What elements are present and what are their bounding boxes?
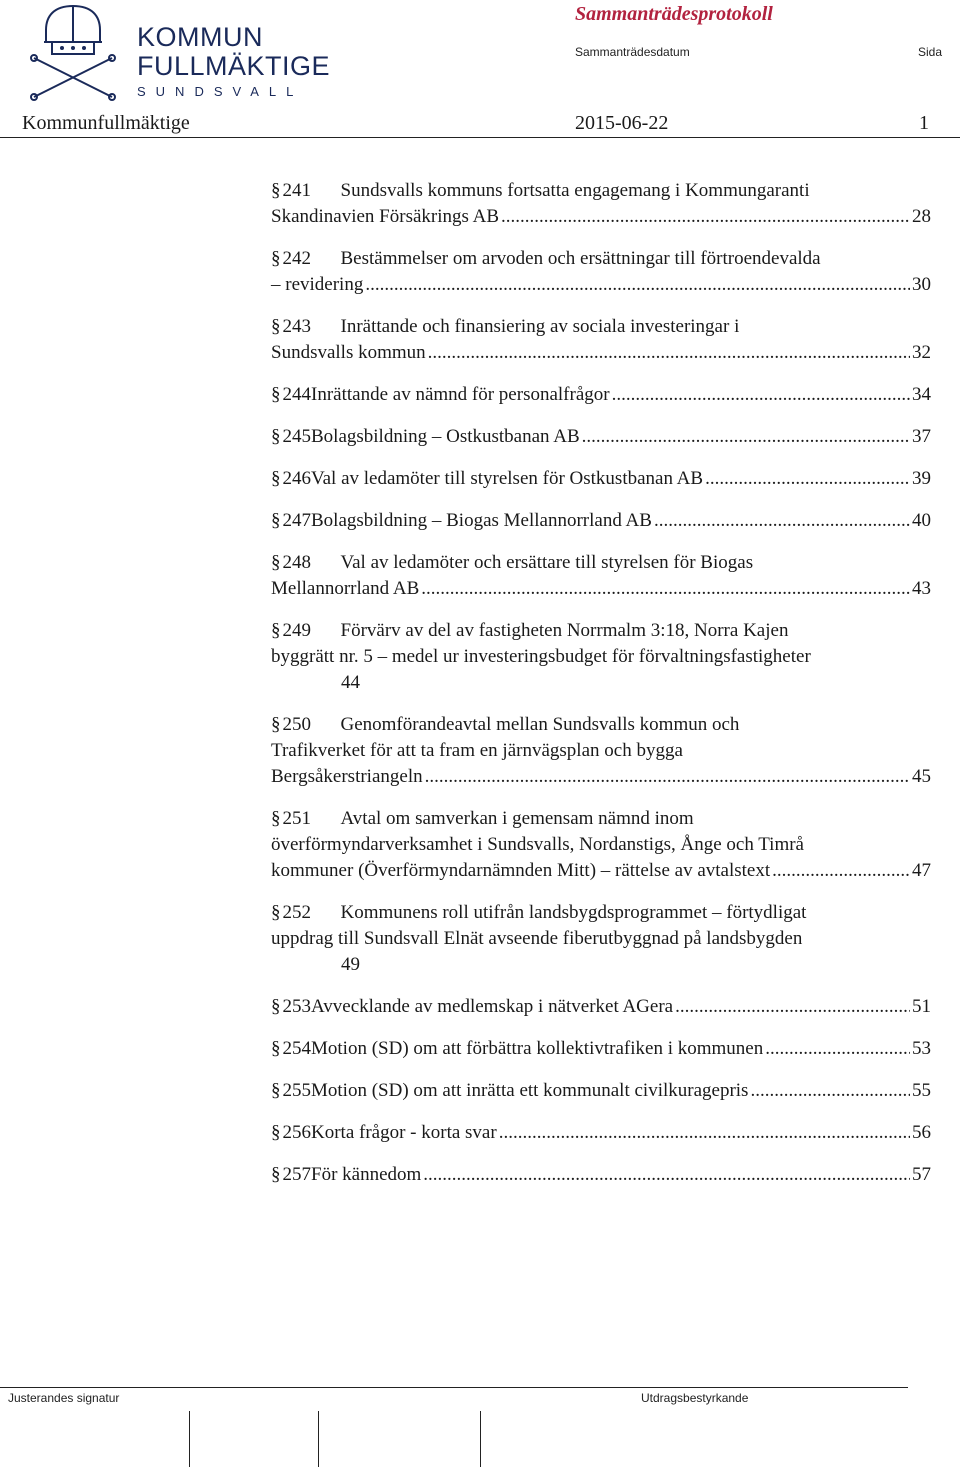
toc-entry xyxy=(271,806,931,884)
toc-leader-dots xyxy=(421,576,910,602)
toc-entry-title: Korta frågor - korta svar xyxy=(311,1122,497,1143)
toc-entry xyxy=(271,178,931,230)
toc-leader-dots xyxy=(499,1120,910,1146)
toc-leader-dots xyxy=(765,1036,910,1062)
toc-entry-title-continued: uppdrag till Sundsvall Elnät avseende fiberutbyggnad på landsbygden xyxy=(271,928,803,949)
toc-entry-line xyxy=(271,314,931,340)
toc-entry-title: Motion (SD) om att inrätta ett kommunalt civilkuragepris xyxy=(311,1080,749,1101)
toc-entry-title: Bolagsbildning – Biogas Mellannorrland AB xyxy=(311,510,652,531)
paragraph-sign: § xyxy=(271,1080,281,1101)
date-label-prefix: Sammanträdes xyxy=(575,45,657,59)
toc-entry xyxy=(271,424,931,450)
date-label xyxy=(575,45,690,59)
toc-entry-page: 51 xyxy=(912,996,931,1017)
toc-entry-title-continued: byggrätt nr. 5 – medel ur investeringsbudget för förvaltningsfastigheter xyxy=(271,646,811,667)
paragraph-sign: § xyxy=(271,248,281,269)
toc-entry-number: 246 xyxy=(282,468,311,489)
toc-entry-number: 248 xyxy=(282,552,311,573)
toc-entry-line xyxy=(271,764,931,790)
toc-entry-number: 249 xyxy=(282,620,311,641)
toc-entry-title: Val av ledamöter och ersättare till styrelsen för Biogas xyxy=(340,552,754,573)
body-name: Kommunfullmäktige xyxy=(22,112,190,134)
toc-entry xyxy=(271,900,931,978)
toc-entry-number: 245 xyxy=(282,426,311,447)
toc-entry xyxy=(271,712,931,790)
header-divider xyxy=(0,137,960,138)
paragraph-sign: § xyxy=(271,620,281,641)
paragraph-sign: § xyxy=(271,510,281,531)
toc-leader-dots xyxy=(423,1162,910,1188)
toc-entry-line xyxy=(271,1120,931,1146)
toc-entry-number: 244 xyxy=(282,384,311,405)
toc-entry-number: 242 xyxy=(282,248,311,269)
paragraph-sign: § xyxy=(271,426,281,447)
toc-entry-page: 57 xyxy=(912,1164,931,1185)
toc-entry-line xyxy=(271,1078,931,1104)
toc-entry-line xyxy=(271,1036,931,1062)
toc-entry-page: 40 xyxy=(912,510,931,531)
paragraph-sign: § xyxy=(271,902,281,923)
toc-entry-title-continued: – revidering xyxy=(271,274,364,295)
toc-entry-page: 45 xyxy=(912,766,931,787)
paragraph-sign: § xyxy=(271,180,281,201)
toc-entry-title: Motion (SD) om att förbättra kollektivtrafiken i kommunen xyxy=(311,1038,764,1059)
toc-entry-page: 47 xyxy=(912,860,931,881)
toc-entry-number: 247 xyxy=(282,510,311,531)
date-label-suffix: datum xyxy=(656,45,690,59)
paragraph-sign: § xyxy=(271,1038,281,1059)
toc-entry-page: 53 xyxy=(912,1038,931,1059)
toc-entry-line xyxy=(271,508,931,534)
toc-entry-title: Förvärv av del av fastigheten Norrmalm 3:18, Norra Kajen xyxy=(340,620,789,641)
toc-entry-number: 251 xyxy=(282,808,311,829)
toc-entry-number: 243 xyxy=(282,316,311,337)
toc-entry-line xyxy=(271,382,931,408)
footer-divider xyxy=(0,1387,908,1388)
toc-entry xyxy=(271,1078,931,1104)
paragraph-sign: § xyxy=(271,1122,281,1143)
logo-line-fullmaktige: FULLMÄKTIGE xyxy=(137,51,331,81)
paragraph-sign: § xyxy=(271,552,281,573)
toc-entry-title-continued: Bergsåkerstriangeln xyxy=(271,766,423,787)
toc-entry-title: Sundsvalls kommuns fortsatta engagemang i Kommungaranti xyxy=(340,180,810,201)
toc-leader-dots xyxy=(425,764,910,790)
toc-entry-title-continued: kommuner (Överförmyndarnämnden Mitt) – rättelse av avtalstext xyxy=(271,860,771,881)
toc-entry-number: 253 xyxy=(282,996,311,1017)
toc-entry xyxy=(271,508,931,534)
toc-entry-title: Avvecklande av medlemskap i nätverket AGera xyxy=(311,996,674,1017)
toc-entry-line xyxy=(271,466,931,492)
toc-entry-number: 241 xyxy=(282,180,311,201)
toc-entry xyxy=(271,1036,931,1062)
toc-entry-title: Inrättande och finansiering av sociala investeringar i xyxy=(340,316,740,337)
toc-entry-page: 30 xyxy=(912,274,931,295)
page-number: 1 xyxy=(919,112,929,134)
toc-entry-line xyxy=(271,576,931,602)
toc-entry-page: 34 xyxy=(912,384,931,405)
toc-entry xyxy=(271,314,931,366)
toc-entry-title-continued: Trafikverket för att ta fram en järnvägsplan och bygga xyxy=(271,740,683,761)
toc-entry-line xyxy=(271,858,931,884)
meeting-date: 2015-06-22 xyxy=(575,112,669,134)
toc-leader-dots xyxy=(675,994,910,1020)
toc-entry-line xyxy=(271,806,931,832)
toc-entry-line xyxy=(271,618,931,644)
toc-entry xyxy=(271,382,931,408)
toc-entry-number: 254 xyxy=(282,1038,311,1059)
logo-line-sundsvall: SUNDSVALL xyxy=(137,84,304,99)
toc-entry-title: Kommunens roll utifrån landsbygdsprogrammet – förtydligat xyxy=(340,902,807,923)
toc-entry-title: Val av ledamöter till styrelsen för Ostkustbanan AB xyxy=(311,468,704,489)
municipal-crest-icon xyxy=(24,2,122,102)
toc-entry-number: 252 xyxy=(282,902,311,923)
toc-entry-line xyxy=(271,424,931,450)
toc-entry-title-continued: överförmyndarverksamhet i Sundsvalls, Nordanstigs, Ånge och Timrå xyxy=(271,834,804,855)
paragraph-sign: § xyxy=(271,316,281,337)
toc-leader-dots xyxy=(772,858,910,884)
toc-entry-line xyxy=(271,246,931,272)
extract-certification-label: Utdragsbestyrkande xyxy=(641,1391,749,1405)
toc-entry xyxy=(271,550,931,602)
paragraph-sign: § xyxy=(271,808,281,829)
paragraph-sign: § xyxy=(271,384,281,405)
toc-entry-line xyxy=(271,272,931,298)
toc-leader-dots xyxy=(428,340,910,366)
toc-entry-line xyxy=(271,994,931,1020)
signature-box-divider xyxy=(189,1411,190,1467)
toc-entry-number: 257 xyxy=(282,1164,311,1185)
toc-entry-title: För kännedom xyxy=(311,1164,422,1185)
toc-entry-line xyxy=(271,204,931,230)
toc-entry-title: Avtal om samverkan i gemensam nämnd inom xyxy=(340,808,694,829)
toc-entry-line xyxy=(271,550,931,576)
signature-box-divider xyxy=(480,1411,481,1467)
toc-entry-line xyxy=(271,340,931,366)
toc-entry-page: 56 xyxy=(912,1122,931,1143)
toc-leader-dots xyxy=(501,204,910,230)
toc-entry xyxy=(271,466,931,492)
toc-entry-line xyxy=(271,712,931,738)
toc-entry-page: 39 xyxy=(912,468,931,489)
toc-entry-number: 255 xyxy=(282,1080,311,1101)
toc-entry-page: 55 xyxy=(912,1080,931,1101)
toc-leader-dots xyxy=(705,466,910,492)
toc-entry-page: 28 xyxy=(912,206,931,227)
page-label: Sida xyxy=(918,45,943,59)
toc-entry-line xyxy=(271,900,931,926)
toc-entry xyxy=(271,1162,931,1188)
toc-entry-line xyxy=(271,178,931,204)
toc-entry-line xyxy=(271,1162,931,1188)
toc-leader-dots xyxy=(365,272,910,298)
toc-entry-page: 43 xyxy=(912,578,931,599)
toc-entry-title-continued: Sundsvalls kommun xyxy=(271,342,426,363)
toc-entry xyxy=(271,618,931,696)
signature-box-divider xyxy=(318,1411,319,1467)
logo-line-kommun: KOMMUN xyxy=(137,22,263,52)
toc-leader-dots xyxy=(750,1078,910,1104)
toc-entry-title: Bolagsbildning – Ostkustbanan AB xyxy=(311,426,580,447)
toc-entry-title: Inrättande av nämnd för personalfrågor xyxy=(311,384,610,405)
paragraph-sign: § xyxy=(271,468,281,489)
toc-entry-page: 49 xyxy=(341,954,360,975)
paragraph-sign: § xyxy=(271,1164,281,1185)
toc-entry-page: 44 xyxy=(341,672,360,693)
toc-entry xyxy=(271,1120,931,1146)
toc-entry-page: 32 xyxy=(912,342,931,363)
toc-entry-number: 256 xyxy=(282,1122,311,1143)
toc-entry-title: Bestämmelser om arvoden och ersättningar till förtroendevalda xyxy=(340,248,821,269)
toc-entry xyxy=(271,246,931,298)
toc-entry-page: 37 xyxy=(912,426,931,447)
toc-entry-number: 250 xyxy=(282,714,311,735)
toc-leader-dots xyxy=(582,424,910,450)
signature-label: Justerandes signatur xyxy=(8,1391,120,1405)
toc-leader-dots xyxy=(612,382,910,408)
paragraph-sign: § xyxy=(271,714,281,735)
toc-entry-title: Genomförandeavtal mellan Sundsvalls kommun och xyxy=(340,714,740,735)
toc-entry xyxy=(271,994,931,1020)
toc-entry-title-continued: Skandinavien Försäkrings AB xyxy=(271,206,499,227)
logo-wordmark xyxy=(137,24,330,98)
document-type-title: Sammanträdesprotokoll xyxy=(575,3,773,25)
toc-leader-dots xyxy=(654,508,910,534)
paragraph-sign: § xyxy=(271,996,281,1017)
toc-entry-title-continued: Mellannorrland AB xyxy=(271,578,420,599)
table-of-contents xyxy=(271,178,931,1204)
